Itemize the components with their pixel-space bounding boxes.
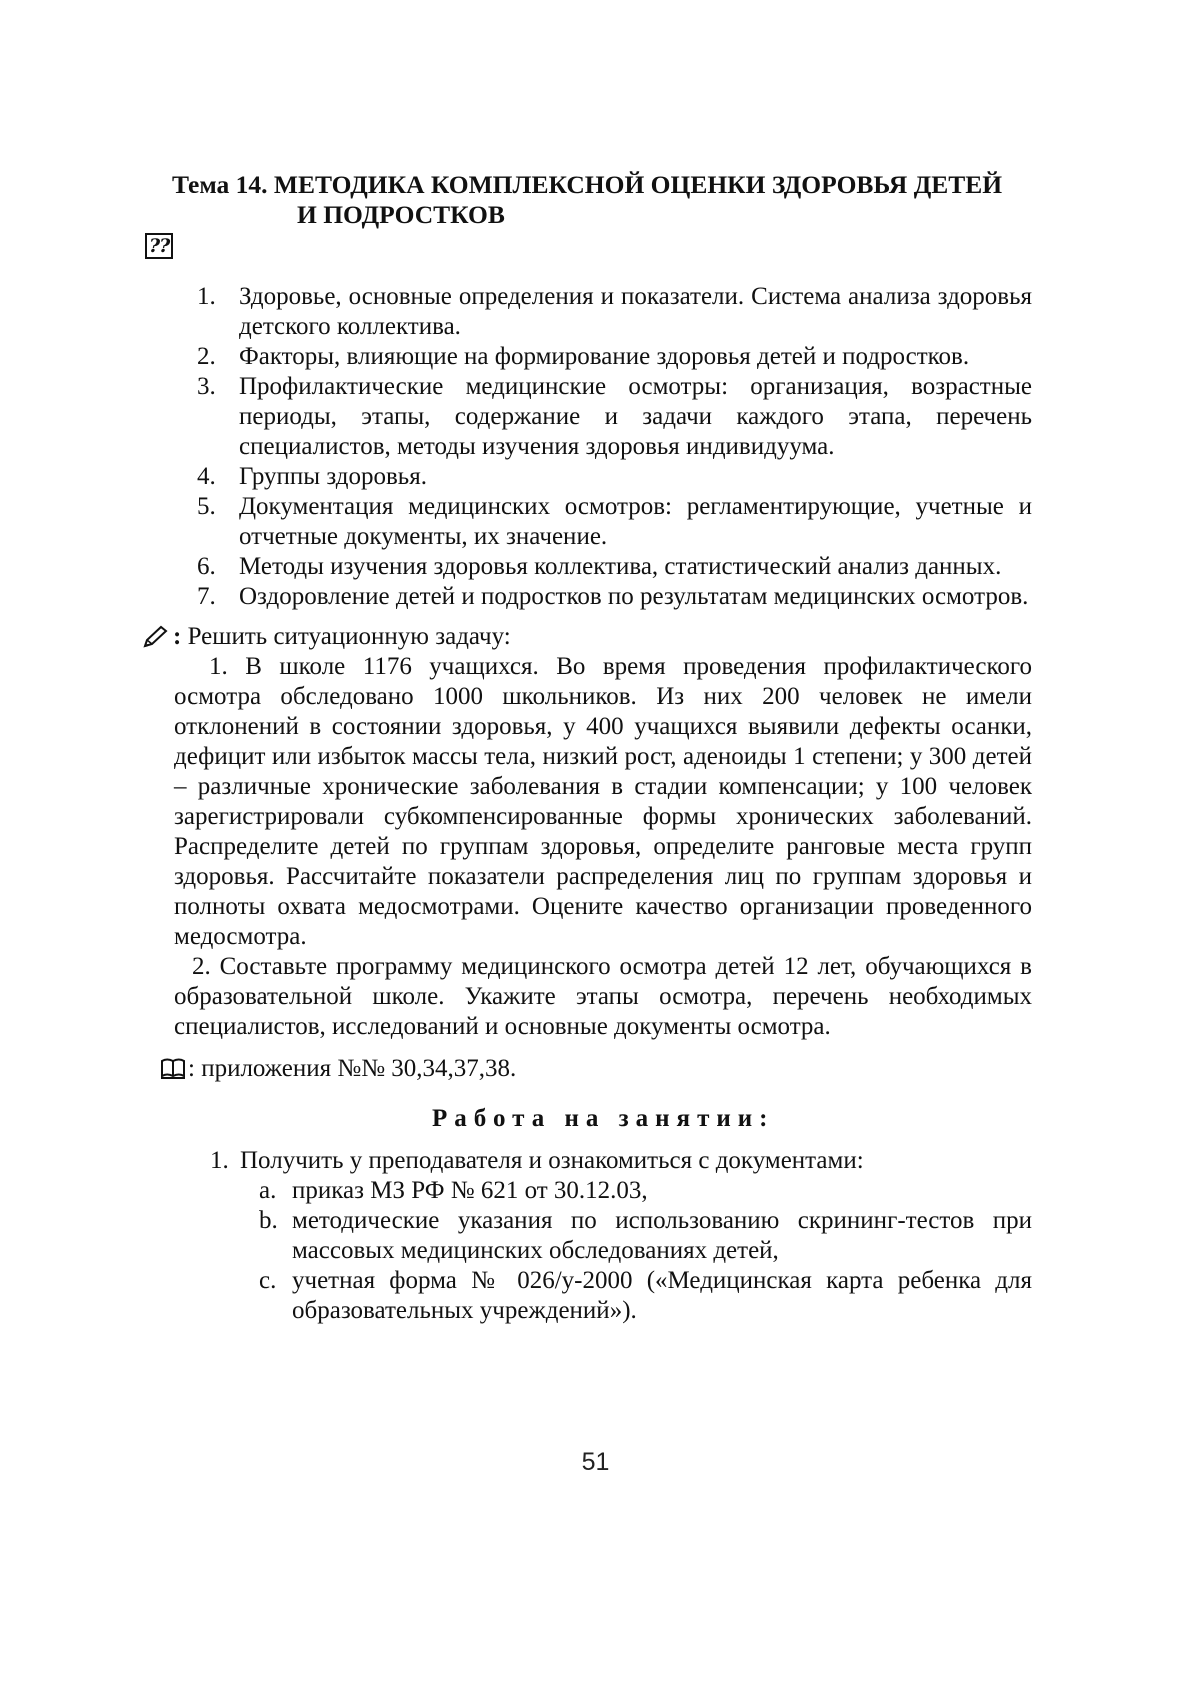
question-text: Оздоровление детей и подростков по результатам медицинских осмотров. <box>239 583 1029 610</box>
question-item <box>152 462 1032 492</box>
work-subitem <box>152 1206 1032 1266</box>
title-line-1: Тема 14. МЕТОДИКА КОМПЛЕКСНОЙ ОЦЕНКИ ЗДОРОВЬЯ ДЕТЕЙ <box>172 170 1003 199</box>
book-icon <box>160 1058 186 1080</box>
question-text: Здоровье, основные определения и показатели. Система анализа здоровья детского коллектива. <box>239 283 1032 340</box>
question-item <box>152 282 1032 342</box>
question-number: 1. <box>197 283 216 310</box>
work-item-number: 1. <box>210 1147 229 1174</box>
question-number: 7. <box>197 583 216 610</box>
work-subitem <box>152 1266 1032 1326</box>
question-number: 6. <box>197 553 216 580</box>
work-section-title: Работа на занятии: <box>432 1105 775 1132</box>
question-item <box>152 372 1032 462</box>
task-intro: Решить ситуационную задачу: <box>181 623 511 650</box>
work-list <box>152 1146 1032 1326</box>
question-text: Факторы, влияющие на формирование здоровья детей и подростков. <box>239 343 970 370</box>
page-title <box>152 170 1032 230</box>
references-text: : приложения №№ 30,34,37,38. <box>188 1055 517 1082</box>
task-paragraph-1: 1. В школе 1176 учащихся. Во время проведения профилактического осмотра обследовано 1000 школьников. Из них 200 человек не имели отклонений в состоянии здоровья, у 400 учащихся выявили дефекты осанки, дефицит или избыток массы тела, низкий рост, аденоиды 1 степени; у 300 детей – различные хронические заболевания в стадии компенсации; у 100 человек зарегистрировали субкомпенсированные формы хронических заболеваний. Распределите детей по группам здоровья, определите ранговые места групп здоровья. Рассчитайте показатели распределения лиц по группам здоровья и полноты охвата медосмотрами. Оцените качество организации проведенного медосмотра. <box>174 653 1032 950</box>
question-number: 5. <box>197 493 216 520</box>
pencil-icon <box>142 625 170 649</box>
question-item <box>152 492 1032 552</box>
question-text: Методы изучения здоровья коллектива, статистический анализ данных. <box>239 553 1002 580</box>
work-subitem-letter: b. <box>259 1207 278 1234</box>
question-number: 4. <box>197 463 216 490</box>
work-item <box>152 1146 1032 1176</box>
page-content <box>149 170 1032 1326</box>
question-text: Группы здоровья. <box>239 463 427 490</box>
question-item <box>152 552 1032 582</box>
work-subitem-letter: c. <box>259 1267 277 1294</box>
work-subitem-letter: a. <box>259 1177 277 1204</box>
question-text: Документация медицинских осмотров: регламентирующие, учетные и отчетные документы, их значение. <box>239 493 1032 550</box>
question-number: 2. <box>197 343 216 370</box>
references-line <box>160 1054 1032 1084</box>
work-subitem-text: методические указания по использованию скрининг-тестов при массовых медицинских обследованиях детей, <box>292 1207 1032 1264</box>
title-line-2: И ПОДРОСТКОВ <box>297 200 505 229</box>
work-item-text: Получить у преподавателя и ознакомиться с документами: <box>240 1147 864 1174</box>
work-subitem-text: приказ МЗ РФ № 621 от 30.12.03, <box>292 1177 648 1204</box>
work-subitem-text: учетная форма № 026/у-2000 («Медицинская карта ребенка для образовательных учреждений»). <box>292 1267 1032 1324</box>
questions-list <box>152 282 1032 612</box>
work-subitem <box>152 1176 1032 1206</box>
task-colon: : <box>173 623 182 650</box>
question-item <box>152 582 1032 612</box>
questions-icon: ?? <box>145 233 173 259</box>
question-text: Профилактические медицинские осмотры: организация, возрастные периоды, этапы, содержание и задачи каждого этапа, перечень специалистов, методы изучения здоровья индивидуума. <box>239 373 1032 460</box>
task-paragraph-2: 2. Составьте программу медицинского осмотра детей 12 лет, обучающихся в образовательной школе. Укажите этапы осмотра, перечень необходимых специалистов, исследований и основные документы осмотра. <box>174 953 1032 1040</box>
task-heading <box>142 622 1032 652</box>
question-item <box>152 342 1032 372</box>
page-number: 51 <box>581 1448 610 1476</box>
question-number: 3. <box>197 373 216 400</box>
